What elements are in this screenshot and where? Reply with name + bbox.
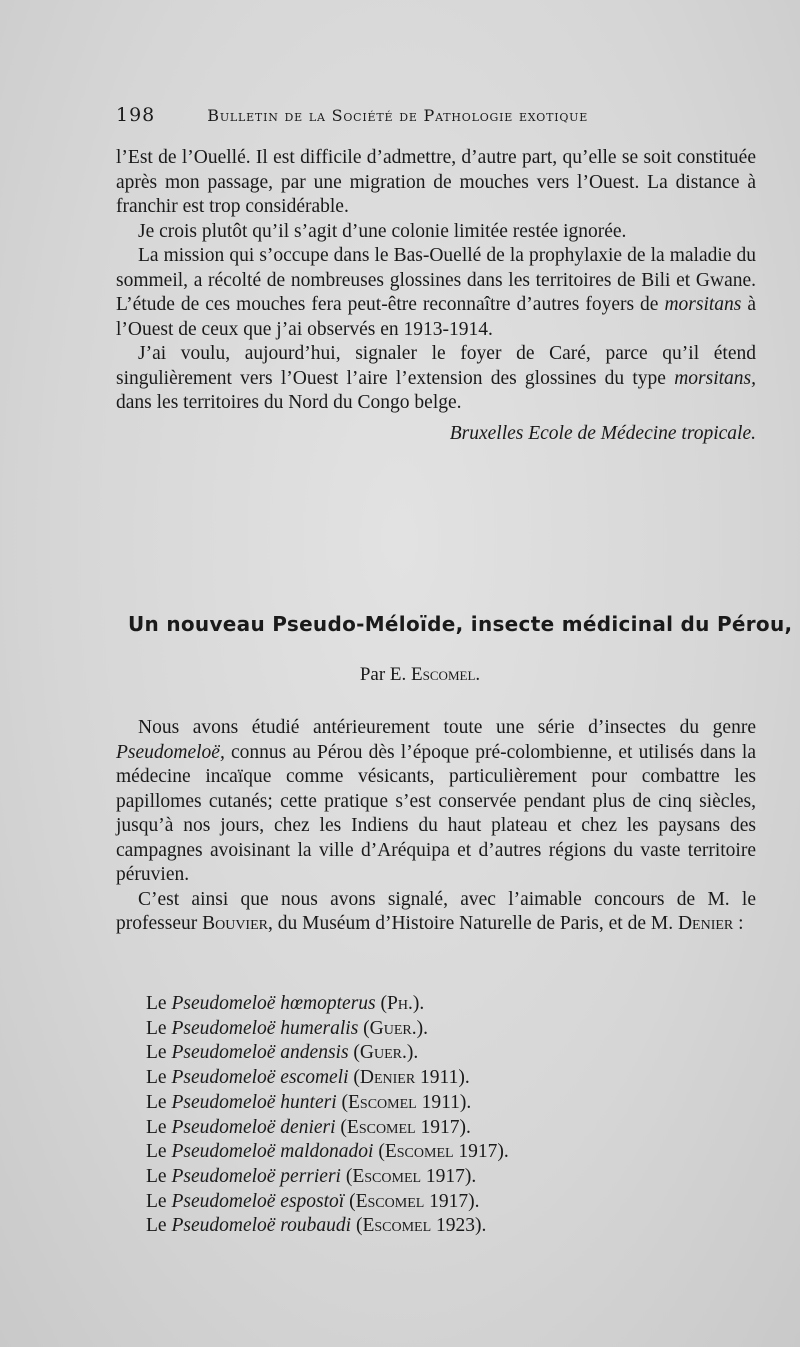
species-list	[146, 992, 509, 1239]
species-item	[146, 1214, 509, 1239]
species-author: Guer.	[359, 1042, 407, 1064]
species-author: Escomel 1917	[384, 1141, 498, 1163]
article-prefix: Le	[146, 1091, 172, 1113]
species-item	[146, 1066, 509, 1091]
person-name: Denier	[677, 913, 734, 934]
person-name: Bouvier,	[202, 913, 273, 934]
paren-close: ).	[459, 1116, 471, 1138]
paren-open: (	[340, 1165, 353, 1187]
byline	[0, 664, 800, 686]
text-run: :	[733, 913, 744, 934]
paragraph	[116, 244, 756, 342]
running-header	[116, 104, 676, 126]
paren-open: (	[351, 1215, 363, 1237]
paren-close: ).	[497, 1141, 509, 1163]
species-item	[146, 1017, 509, 1042]
paren-open: (	[344, 1190, 356, 1212]
author-name: Escomel.	[411, 664, 481, 685]
signature: Bruxelles Ecole de Médecine tropicale.	[449, 422, 756, 444]
species-name: Pseudomeloë andensis	[171, 1042, 349, 1064]
species-name: Pseudomeloë humeralis	[171, 1017, 359, 1039]
article-prefix: Le	[146, 993, 172, 1014]
article-body	[116, 716, 756, 937]
paragraph	[116, 716, 756, 888]
article-prefix: Le	[146, 1190, 172, 1212]
paragraph	[116, 342, 756, 416]
text-run: Nous avons étudié antérieurement toute une série d’insectes du genre	[138, 717, 756, 738]
species-author: Escomel 1923	[362, 1215, 476, 1237]
species-item	[146, 992, 509, 1017]
text-run: C’est ainsi que nous avons signalé, avec l’aimable concours de M. le professeur	[116, 888, 756, 934]
paren-close: ).	[412, 993, 425, 1014]
paren-open: (	[348, 1042, 360, 1064]
species-name: Pseudomeloë hœmopterus	[171, 993, 376, 1014]
text-run: J’ai voulu, aujourd’hui, signaler le foyer de Caré, parce qu’il étend singulièrement vers l’Ouest l’aire l’extension des glossines du type	[116, 343, 756, 389]
species-name: Pseudomeloë perrieri	[171, 1165, 341, 1187]
article-prefix: Le	[146, 1141, 172, 1163]
text-run: dans les territoires du Nord du Congo belge.	[116, 392, 462, 413]
species-author: Escomel 1917	[346, 1116, 460, 1138]
paren-open: (	[373, 1141, 385, 1163]
italic-term: Pseudomeloë,	[116, 741, 225, 763]
species-name: Pseudomeloë maldonadoi	[171, 1141, 374, 1163]
species-author: Denier 1911	[359, 1067, 459, 1089]
previous-article-end	[116, 146, 756, 446]
species-name: Pseudomeloë hunteri	[171, 1091, 337, 1113]
species-author: Guer.	[369, 1017, 417, 1039]
species-name: Pseudomeloë escomeli	[171, 1067, 349, 1089]
italic-term: morsitans,	[674, 367, 756, 389]
italic-term: morsitans	[664, 294, 742, 315]
species-name: Pseudomeloë denieri	[171, 1116, 336, 1138]
page-number: 198	[116, 104, 156, 126]
paren-close: ).	[406, 1042, 419, 1064]
species-author: Ph.	[387, 993, 413, 1014]
text-run: à l’Ouest de ceux que j’ai observés en 1913-1914.	[116, 294, 757, 340]
species-author: Escomel 1911	[348, 1091, 460, 1113]
article-prefix: Le	[146, 1067, 172, 1089]
species-item	[146, 1190, 509, 1215]
paren-close: ).	[464, 1165, 477, 1187]
paren-open: (	[348, 1067, 360, 1089]
text-run: du Muséum d’Histoire Naturelle de Paris, et de M.	[272, 913, 678, 934]
paren-close: ).	[468, 1190, 480, 1212]
article-prefix: Le	[146, 1017, 172, 1039]
species-item	[146, 1041, 509, 1066]
article-title: Un nouveau Pseudo-Méloïde, insecte médicinal du Pérou,	[128, 612, 793, 636]
species-item	[146, 1091, 509, 1116]
article-prefix: Le	[146, 1215, 172, 1237]
paragraph: Je crois plutôt qu’il s’agit d’une colonie limitée restée ignorée.	[138, 220, 627, 242]
paren-close: ).	[475, 1215, 487, 1237]
species-item	[146, 1140, 509, 1165]
species-item	[146, 1116, 509, 1141]
species-name: Pseudomeloë espostoï	[171, 1190, 345, 1212]
species-name: Pseudomeloë roubaudi	[171, 1215, 352, 1237]
article-prefix: Le	[146, 1042, 172, 1064]
paren-open: (	[375, 993, 388, 1014]
paragraph: l’Est de l’Ouellé. Il est difficile d’admettre, d’autre part, qu’elle se soit constituée après mon passage, par une migration de mouches vers l’Ouest. La distance à franchir est trop considérable.	[116, 147, 756, 217]
paren-open: (	[335, 1116, 347, 1138]
species-author: Escomel 1917	[352, 1165, 465, 1187]
byline-prefix: Par E.	[359, 664, 412, 685]
journal-title: Bulletin de la Société de Pathologie exotique	[207, 106, 589, 125]
text-run: connus au Pérou dès l’époque pré-colombienne, et utilisés dans la médecine incaïque comme vésicants, particulièrement pour combattre les papillomes cutanés; cette pratique s’est conservée pendant plus de cinq siècles, jusqu’à nos jours, chez les Indiens du haut plateau et chez les paysans des campagnes avoisinant la ville d’Aréquipa et d’autres régions du vaste territoire péruvien.	[116, 741, 756, 885]
paren-close: ).	[416, 1017, 429, 1039]
text-run: La mission qui s’occupe dans le Bas-Ouellé de la prophylaxie de la maladie du sommeil, a récolté de nombreuses glossines dans les territoires de Bili et Gwane. L’étude de ces mouches fera peut-être reconnaître d’autres foyers de	[116, 245, 756, 315]
paren-open: (	[358, 1017, 370, 1039]
paragraph	[116, 888, 756, 937]
paren-open: (	[336, 1091, 348, 1113]
species-item	[146, 1165, 509, 1190]
paren-close: ).	[458, 1067, 470, 1089]
article-prefix: Le	[146, 1116, 172, 1138]
species-author: Escomel 1917	[355, 1190, 469, 1212]
article-prefix: Le	[146, 1165, 172, 1187]
paren-close: ).	[459, 1091, 472, 1113]
